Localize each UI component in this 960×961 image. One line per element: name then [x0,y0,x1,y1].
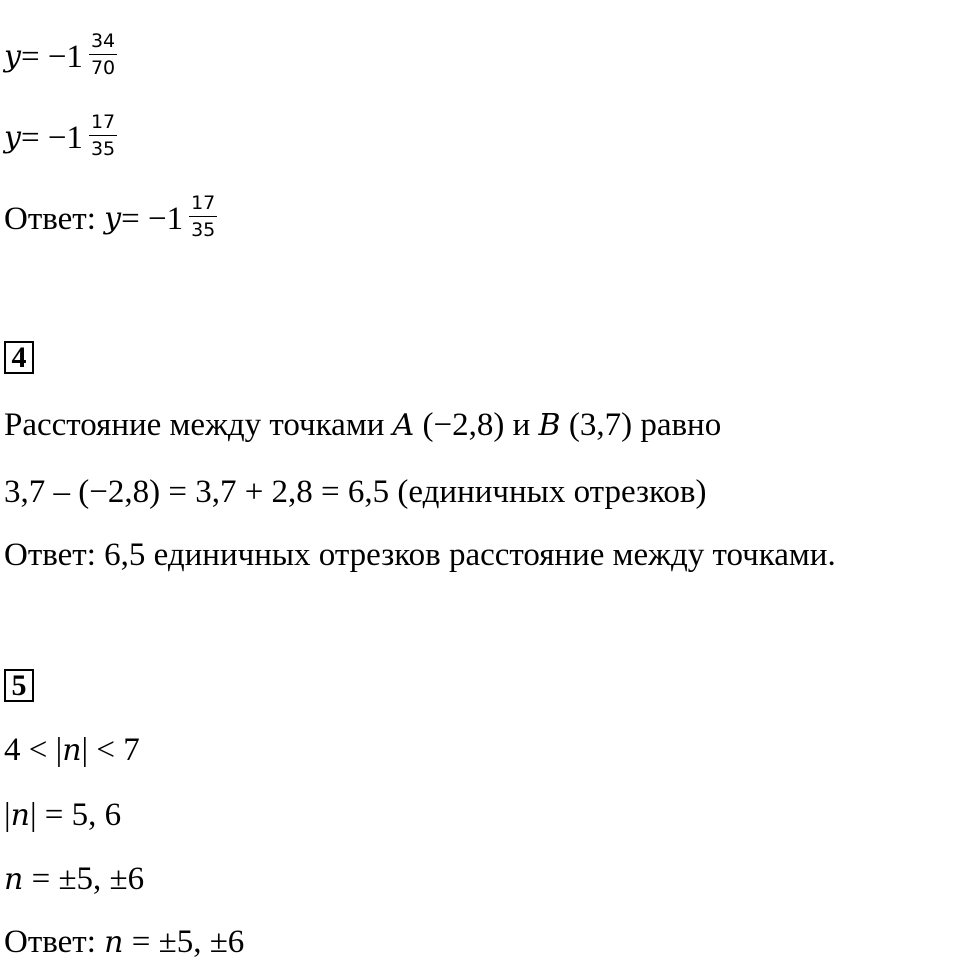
text: | [4,797,11,833]
point-b: B [538,407,561,443]
fraction-numerator: 17 [89,113,117,136]
variable-y: y [104,201,122,236]
equation-line-2 [4,111,117,161]
answer-label: Ответ: [4,200,105,237]
fraction [89,113,117,159]
task-number-4: 4 [4,341,34,374]
equation-rest: = −1 [121,200,184,237]
variable-n: n [10,797,30,833]
text: Расстояние между точками [4,407,393,443]
text: (3,7) равно [560,407,722,443]
task4-line-2: 3,7 – (−2,8) = 3,7 + 2,8 = 6,5 (единичных отрезков) [4,474,707,510]
text: (−2,8) и [414,407,539,443]
variable-n: n [62,732,82,768]
fraction-denominator: 35 [191,219,216,241]
fraction-numerator: 17 [189,194,217,217]
equation-rest: = −1 [20,38,83,75]
variable-y: y [4,120,21,155]
text: = ±5, ±6 [23,861,145,897]
fraction [89,32,117,78]
equation-rest: = −1 [20,119,83,156]
fraction-numerator: 34 [89,32,117,55]
point-a: A [392,407,415,443]
answer-line-3 [4,192,217,242]
text: = ±5, ±6 [123,924,245,960]
fraction-denominator: 35 [90,138,116,160]
answer-label: Ответ: [4,924,105,960]
variable-n: n [4,861,24,897]
task4-line-1 [4,409,721,442]
equation-line-1 [4,30,117,80]
variable-n: n [104,924,124,960]
task5-line-2 [4,799,121,832]
task5-answer [4,926,244,959]
text: | = 5, 6 [29,797,122,833]
task4-answer: Ответ: 6,5 единичных отрезков расстояние между точками. [4,537,836,573]
text: 4 < | [4,732,63,768]
fraction-denominator: 70 [90,57,116,79]
variable-y: y [4,39,21,74]
text: | < 7 [81,732,140,768]
task5-line-3 [4,863,144,896]
task5-line-1 [4,734,140,767]
fraction [189,194,217,240]
task-number-5: 5 [4,669,34,702]
